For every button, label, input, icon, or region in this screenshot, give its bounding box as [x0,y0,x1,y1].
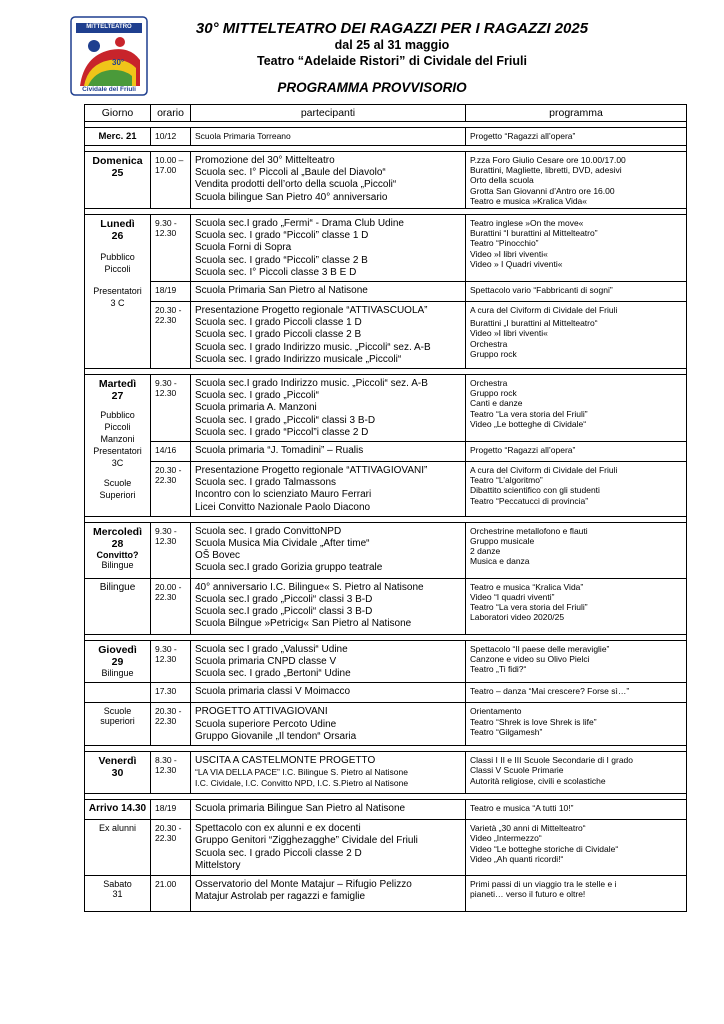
time-cell: 20.30 - 22.30 [151,820,191,876]
participant: Scuola primaria classi V Moimacco [195,686,351,698]
programme-cell [466,876,687,912]
participant: Scuola Bilngue »Petricig« San Pietro al Natisone [195,618,412,630]
programme-cell [466,282,687,302]
programme-cell [466,152,687,209]
day-number: 30 [111,767,124,780]
day-note: 3C [111,458,124,469]
programme-item: Teatro e musica “A tutti 10!” [470,803,574,814]
participant: Scuola sec I grado „Valussi“ Udine [195,643,348,655]
day-note: Piccoli [104,422,131,433]
participant: Scuola sec.I grado „Fermi“ - Drama Club Udine [195,218,404,230]
day-cell [85,876,151,912]
day-note: Presentatori [93,286,142,297]
programme-item: Burattini “I burattini al Mittelteatro” [470,228,598,239]
participant: Scuola primaria A. Manzoni [195,402,317,414]
day-note: 31 [112,889,123,900]
participants-cell [191,640,466,683]
programme-item: Teatro e musica »Kralica Vida« [470,195,588,206]
participants-cell [191,683,466,703]
festival-venue: Teatro “Adelaide Ristori” di Cividale del Friuli [257,54,527,68]
programme-item: Primi passi di un viaggio tra le stelle e i [470,879,617,890]
day-cell [85,820,151,876]
participant: Scuola sec. I grado „Bertoni“ Udine [195,668,351,680]
participant: PROGETTO ATTIVAGIOVANI [195,706,328,718]
participant: Scuola Musica Mia Cividale „After time“ [195,538,370,550]
programme-item: Video “I quadri viventi” [470,592,555,603]
programme-cell [466,578,687,634]
programme-item: Autorità religiose, civili e scolastiche [470,775,606,786]
table-row [85,282,687,302]
programme-cell [466,302,687,369]
participant: Scuola primaria Bilingue San Pietro al Natisone [195,803,406,815]
day-cell [85,752,151,794]
participant: Licei Convitto Nazionale Paolo Diacono [195,501,371,513]
programme-item: Teatro “Peccatucci di provincia” [470,495,589,506]
programme-item: 2 danze [470,546,501,557]
day-label: Arrivo 14.30 [88,803,147,815]
table-row [85,302,687,369]
col-header-day: Giorno [85,105,151,122]
programme-item: Orto della scuola [470,175,534,186]
programme-item: Canti e danze [470,398,523,409]
day-label: Merc. 21 [98,131,137,142]
day-cell [85,800,151,820]
participants-cell [191,442,466,462]
participant: Gruppo Genitori “Zigghezagghe” Cividale del Friuli [195,835,418,847]
participant: Scuola sec.I grado „Piccoli“ classi 3 B-D [195,606,373,618]
col-header-participants: partecipanti [191,105,466,122]
programme-item: Video „Intermezzo“ [470,833,542,844]
programme-item: Teatro “Pinocchio” [470,238,539,249]
participant: Scuola sec. I° Piccoli classe 3 B E D [195,266,357,278]
programme-cell [466,752,687,794]
day-label: Martedì [98,378,137,391]
programme-item: Dibattito scientifico con gli studenti [470,485,600,496]
logo-number: 30° [112,58,125,67]
programme-item: A cura del Civiform di Cividale del Friuli [470,465,618,476]
day-note: Ex alunni [98,823,137,834]
day-cell [85,128,151,146]
festival-dates: dal 25 al 31 maggio [334,38,450,52]
table-row [85,375,687,442]
programme-item: Spettacolo vario “Fabbricanti di sogni” [470,285,613,296]
participant: OŠ Bovec [195,550,241,562]
participant: Scuola Primaria San Pietro al Natisone [195,285,368,297]
participant: Scuola sec. I° Piccoli al „Baule del Diavolo“ [195,167,386,179]
programme-item: Teatro „Ti fidi?“ [470,664,527,675]
participant: Scuola sec. I grado Piccoli classe 2 D [195,847,362,859]
participant: Presentazione Progetto regionale “ATTIVASCUOLA” [195,305,428,317]
time-cell: 18/19 [151,800,191,820]
programme-subtitle: PROGRAMMA PROVVISORIO [277,80,467,95]
participant: “LA VIA DELLA PACE” I.C. Bilingue S. Pietro al Natisone [195,767,408,778]
table-row [85,876,687,912]
programme-item: Video “Le botteghe storiche di Cividale“ [470,843,619,854]
day-cell [85,152,151,209]
logo-title: MITTELTEATRO [86,24,132,30]
day-number: 26 [111,230,124,243]
table-row [85,522,687,578]
table-row [85,152,687,209]
programme-item: Musica e danza [470,556,530,567]
day-cell [85,683,151,703]
participant: Scuola sec. I grado Talmassons [195,477,337,489]
participants-cell [191,703,466,746]
participant: Presentazione Progetto regionale “ATTIVAGIOVANI” [195,465,428,477]
participants-cell [191,152,466,209]
day-number: 25 [111,167,124,179]
time-cell: 8.30 - 12.30 [151,752,191,794]
participant: Scuola bilingue San Pietro 40° anniversario [195,191,388,203]
programme-item: Teatro “La vera storia del Friuli” [470,602,588,613]
table-row [85,128,687,146]
programme-item: Orchestrine metallofono e flauti [470,525,588,536]
programme-item: Video »I libri viventi« [470,248,548,259]
programme-item: Burattini, Magliette, libretti, DVD, adesivi [470,165,622,176]
participants-cell [191,800,466,820]
day-note: Bilingue [101,667,134,678]
time-cell: 9.30 - 12.30 [151,375,191,442]
day-label: Giovedì [98,643,137,656]
day-note: Scuole [103,706,132,717]
programme-item: Teatro inglese »On the move« [470,218,584,229]
programme-cell [466,703,687,746]
participants-cell [191,522,466,578]
participant: Scuola Primaria Torreano [195,131,291,141]
table-row [85,215,687,282]
day-note: superiori [100,716,135,727]
time-cell: 20.30 - 22.30 [151,302,191,369]
time-cell: 18/19 [151,282,191,302]
day-number: 29 [111,655,124,668]
programme-item: Canzone e video su Olivo Pielci [470,654,590,665]
participant: Scuola sec. I grado Indirizzo music. „Piccoli“ sez. A-B [195,341,431,353]
time-cell: 9.30 - 12.30 [151,215,191,282]
programme-item: Teatro e musica “Kralica Vida” [470,581,584,592]
programme-item: Grotta San Giovanni d’Antro ore 16.00 [470,185,615,196]
programme-item: Teatro “L’algoritmo” [470,475,543,486]
day-note: Manzoni [100,434,135,445]
participant: Scuola sec. I grado „Piccoli“ [195,390,319,402]
participants-cell [191,215,466,282]
participant: Scuola sec.I grado „Piccoli“ classi 3 B-D [195,594,373,606]
page-title: 30° MITTELTEATRO DEI RAGAZZI PER I RAGAZZI 2025 [195,20,589,37]
table-header [85,105,687,122]
participants-cell [191,752,466,794]
time-cell: 21.00 [151,876,191,912]
programme-item: Varietà „30 anni di Mittelteatro“ [470,823,586,834]
programme-cell [466,640,687,683]
day-label: Lunedì [100,218,135,231]
day-label: Domenica [92,155,143,167]
participant: Incontro con lo scienziato Mauro Ferrari [195,489,372,501]
programme-item: Video »I libri viventi« [470,328,548,339]
time-cell: 9.30 - 12.30 [151,522,191,578]
table-row [85,442,687,462]
day-label: Mercoledì [92,525,142,538]
day-note: Presentatori [93,446,142,457]
day-note: Bilingue [99,581,136,593]
table-row [85,640,687,683]
participant: Scuola Forni di Sopra [195,242,292,254]
participants-cell [191,820,466,876]
day-cell [85,578,151,634]
programme-cell [466,800,687,820]
programme-item: Video » I Quadri viventi« [470,258,563,269]
programme-item: Laboratori video 2020/25 [470,612,565,623]
time-cell: 20.30 - 22.30 [151,703,191,746]
time-cell: 20.30 - 22.30 [151,462,191,517]
participant: Scuola sec. I grado “Piccol”i classe 2 D [195,426,369,438]
programme-item: Teatro “La vera storia del Friuli” [470,408,588,419]
table-row [85,703,687,746]
programme-item: Burattini „I burattini al Mittelteatro“ [470,318,598,329]
table-row [85,683,687,703]
time-cell: 17.30 [151,683,191,703]
participant: Spettacolo con ex alunni e ex docenti [195,823,361,835]
participant: Osservatorio del Monte Matajur – Rifugio Pelizzo [195,879,412,891]
day-note: Convitto? [96,549,139,560]
programme-item: Gruppo rock [470,388,517,399]
time-cell: 20.00 - 22.30 [151,578,191,634]
participant: I.C. Cividale, I.C. Convitto NPD, I.C. S.Pietro al Natisone [195,777,409,788]
day-cell [85,522,151,578]
participant: Scuola sec. I grado „Piccoli“ classi 3 B-D [195,414,376,426]
programme-cell [466,442,687,462]
programme-cell [466,375,687,442]
day-cell [85,215,151,369]
day-note: Pubblico [100,252,135,263]
participants-cell [191,128,466,146]
programme-item: Classi V Scuole Primarie [470,765,564,776]
participant: USCITA A CASTELMONTE PROGETTO [195,755,376,767]
participant: Promozione del 30° Mittelteatro [195,155,335,166]
participant: Scuola sec. I grado “Piccoli” classe 2 B [195,254,368,266]
programme-item: Spettacolo “Il paese delle meraviglie” [470,643,610,654]
programme-item: Video „Le botteghe di Cividale“ [470,418,587,429]
programme-item: Gruppo rock [470,348,517,359]
programme-cell [466,683,687,703]
time-cell: 10/12 [151,128,191,146]
participant: Vendita prodotti dell’orto della scuola „Piccoli“ [195,179,397,191]
programme-item: Orchestra [470,378,508,389]
participants-cell [191,876,466,912]
schedule-table [84,104,687,912]
participant: Scuola superiore Percoto Udine [195,718,337,730]
day-number: 28 [111,537,124,550]
programme-item: A cura del Civiform di Cividale del Friuli [470,305,618,316]
day-cell [85,640,151,683]
programme-item: Video „Ah quanti ricordi!“ [470,853,564,864]
col-header-time: orario [151,105,191,122]
time-cell: 10.00 – 17.00 [151,152,191,209]
table-row [85,800,687,820]
participant: Scuola sec. I grado ConvittoNPD [195,525,342,537]
programme-cell [466,820,687,876]
logo-city: Cividale del Friuli [82,86,136,93]
table-row [85,462,687,517]
participant: Gruppo Giovanile „Il tendon“ Orsaria [195,730,357,742]
table-row [85,820,687,876]
day-note: Pubblico [100,410,135,421]
day-note: Sabato [103,879,132,890]
participant: Scuola sec. I grado Piccoli classe 2 B [195,329,362,341]
day-note: Scuole [103,478,132,489]
participant: Scuola sec. I grado “Piccoli” classe 1 D [195,230,369,242]
day-note: Superiori [99,490,136,501]
participant: 40° anniversario I.C. Bilingue« S. Pietro al Natisone [195,581,424,593]
participant: Scuola primaria CNPD classe V [195,656,337,668]
participant: Scuola primaria “J. Tomadini” – Rualis [195,445,364,457]
day-label: Venerdì [98,755,137,768]
programme-item: Gruppo musicale [470,536,535,547]
programme-cell [466,522,687,578]
day-note: Bilingue [101,559,134,570]
programme-item: Progetto “Ragazzi all’opera” [470,445,576,456]
programme-item: P.zza Foro Giulio Cesare ore 10.00/17.00 [470,155,626,165]
participant: Scuola sec.I grado Indirizzo music. „Piccoli“ sez. A-B [195,378,428,390]
programme-item: Progetto “Ragazzi all’opera” [470,131,576,141]
participants-cell [191,282,466,302]
programme-item: Classi I II e III Scuole Secondarie di I grado [470,755,634,766]
programme-item: Orientamento [470,706,522,717]
programme-item: Teatro “Gilgamesh” [470,726,543,737]
col-header-programme: programma [466,105,687,122]
participant: Scuola sec. I grado Indirizzo musicale „Piccoli“ [195,353,402,365]
table-row [85,752,687,794]
participant: Scuola sec. I grado Piccoli classe 1 D [195,317,362,329]
table-row [85,578,687,634]
time-cell: 9.30 - 12.30 [151,640,191,683]
programme-item: Orchestra [470,338,508,349]
programme-item: Teatro “Shrek is love Shrek is life” [470,716,597,727]
participants-cell [191,375,466,442]
participant: Scuola sec.I grado Gorizia gruppo teatrale [195,562,383,574]
participants-cell [191,462,466,517]
programme-cell [466,128,687,146]
time-cell: 14/16 [151,442,191,462]
participant: Mittelstory [195,859,241,871]
day-note: 3 C [110,298,125,309]
programme-cell [466,215,687,282]
day-note: Piccoli [104,264,131,275]
day-number: 27 [111,390,124,403]
programme-cell [466,462,687,517]
participants-cell [191,578,466,634]
participant: Matajur Astrolab per ragazzi e famiglie [195,891,366,903]
programme-item: Teatro – danza “Mai crescere? Forse sì…” [470,686,630,697]
participants-cell [191,302,466,369]
day-cell [85,375,151,517]
programme-item: pianeti… verso il futuro e oltre! [470,889,586,900]
day-cell [85,703,151,746]
